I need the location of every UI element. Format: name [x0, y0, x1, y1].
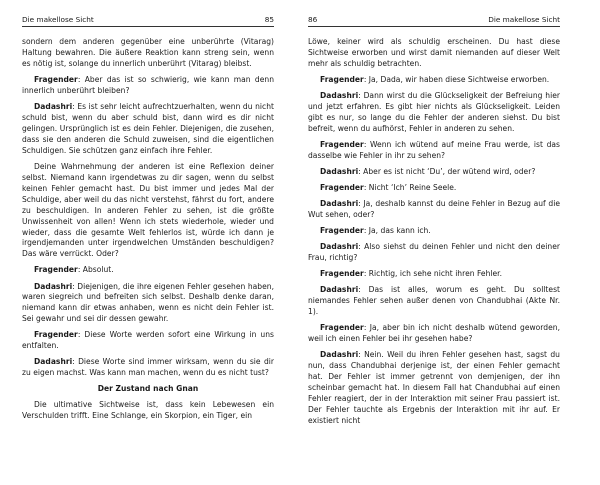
speaker-label: Dadashri: [34, 281, 73, 291]
paragraph-text: Deine Wahrnehmung der anderen ist eine Reflexion deiner selbst. Niemand kann irgendetwas zu dir sagen, wenn du selbst keinen Fehler gemacht hast. Du bist immer und jedes Mal der Schuldige, aber weil du das nicht verstehst, fährst du fort, andere zu beschuldigen. In anderen Fehler zu sehen, ist die größte Unwissenheit von allen! Wenn ich stets wiederhole, wieder und wieder, dass die gesamte Welt fehlerlos ist, würde ich dann je irgendjemanden unter irgendwelchen Umständen beschuldigen? Das wäre verrückt. Oder?: [22, 161, 274, 259]
speaker-label: Dadashri: [320, 166, 359, 176]
speaker-label: Fragender: [320, 182, 364, 192]
paragraph-text: : Wenn ich wütend auf meine Frau werde, ist das dasselbe wie Fehler in ihr zu sehen?: [308, 139, 560, 160]
speaker-label: Dadashri: [320, 285, 359, 295]
paragraph: [22, 37, 274, 70]
speaker-label: Fragender: [320, 139, 364, 149]
paragraph-text: : Absolut.: [77, 265, 114, 275]
right-page-body: [308, 37, 560, 432]
speaker-label: Fragender: [320, 226, 364, 235]
paragraph-text: : Ja, deshalb kannst du deine Fehler in Bezug auf die Wut sehen, oder?: [308, 199, 560, 219]
left-header-title: Die makellose Sicht: [22, 15, 94, 24]
left-page-body: [22, 37, 274, 427]
paragraph: [308, 199, 560, 221]
paragraph: [22, 265, 274, 276]
paragraph-text: : Ja, aber bin ich nicht deshalb wütend geworden, weil ich einen Fehler bei ihr gesehen habe?: [308, 323, 560, 343]
paragraph-text: : Nein. Weil du ihren Fehler gesehen hast, sagst du nun, dass Chandubhai derjenige ist, der einen Fehler gemacht hat. Der Fehler ist immer getrennt von demjenigen, der ihn scheinbar gemacht hat. In diesem Fall hat Chandubhai auf einen Fehler reagiert, der in der Interaktion mit seiner Frau passiert ist. Der Fehler tauchte als Ergebnis der Interaktion mit ihr auf. Er existiert nicht: [308, 350, 560, 425]
speaker-label: Fragender: [34, 265, 78, 275]
paragraph: [308, 350, 560, 427]
paragraph: [308, 140, 560, 162]
speaker-label: Fragender: [34, 74, 78, 84]
speaker-label: Dadashri: [320, 91, 359, 100]
paragraph: [22, 330, 274, 352]
paragraph-text: : Diese Worte werden sofort eine Wirkung in uns entfalten.: [22, 330, 274, 351]
paragraph: [308, 91, 560, 135]
paragraph: [22, 75, 274, 97]
paragraph: [308, 167, 560, 178]
paragraph: [308, 323, 560, 345]
speaker-label: Fragender: [320, 323, 364, 333]
paragraph: [308, 183, 560, 194]
paragraph: [22, 162, 274, 261]
paragraph: [308, 285, 560, 318]
paragraph: [308, 242, 560, 264]
paragraph: [308, 269, 560, 280]
paragraph: Die ultimative Sichtweise ist, dass kein Lebewesen ein Verschulden trifft. Eine Schlange, ein Skorpion, ein Tiger, ein: [22, 400, 274, 421]
speaker-label: Fragender: [34, 330, 78, 340]
left-running-header: [22, 14, 274, 27]
speaker-label: Fragender: [320, 269, 364, 279]
paragraph-text: : Das ist alles, worum es geht. Du solltest niemandes Fehler sehen außer denen von Chandubhai (Akte Nr. 1).: [308, 285, 560, 316]
paragraph-text: : Es ist sehr leicht aufrechtzuerhalten, wenn du nicht schuld bist, wenn du aber schuld bist, dann wird es dir nicht gelingen. Ursprünglich ist es dein Fehler. Diejenigen, die zusehen, dass sie den anderen die Schuld zuweisen, sind die eigentlichen Schuldigen. Sie schützen ganz einfach ihre Fehler.: [22, 101, 274, 155]
paragraph: [22, 102, 274, 157]
paragraph-text: : Richtig, ich sehe nicht ihren Fehler.: [363, 269, 502, 279]
speaker-label: Fragender: [320, 74, 364, 84]
right-header-title: Die makellose Sicht: [488, 15, 560, 24]
paragraph: [308, 37, 560, 70]
paragraph-text: sondern dem anderen gegenüber eine unberührte (Vitarag) Haltung bewahren. Die äußere Reaktion kann streng sein, wenn es nötig ist, solange du innerlich unberührt (Vitarag) bleibst.: [22, 37, 274, 68]
paragraph-text: : Diejenigen, die ihre eigenen Fehler gesehen haben, waren siegreich und befreiten sich selbst. Deshalb denke daran, niemand kann dir etwas anhaben, wenn es nicht dein Fehler ist. Sei gewahr und sei dir dessen gewahr.: [22, 281, 274, 324]
right-page: [308, 0, 560, 485]
left-page: [22, 0, 274, 485]
paragraph: [308, 226, 560, 237]
right-running-header: [308, 14, 560, 27]
paragraph-text: : Dann wirst du die Glückseligkeit der Befreiung hier und jetzt erfahren. Es gibt hier nichts als Glückseligkeit. Leiden gibt es nur, so lange du die Fehler der anderen siehst. Du bist befreit, wenn du aufhörst, Fehler in anderen zu sehen.: [308, 91, 560, 133]
paragraph: [308, 75, 560, 86]
paragraph-text: : Diese Worte sind immer wirksam, wenn du sie dir zu eigen machst. Was kann man machen, wenn du es nicht tust?: [22, 357, 274, 378]
section-heading: Der Zustand nach Gnan: [97, 384, 199, 394]
speaker-label: Dadashri: [320, 199, 359, 208]
right-page-number: 86: [308, 15, 318, 24]
paragraph-text: : Ja, das kann ich.: [363, 226, 431, 235]
paragraph-text: : Nicht ‘Ich’ Reine Seele.: [363, 182, 457, 192]
paragraph-text: : Ja, Dada, wir haben diese Sichtweise erworben.: [363, 74, 550, 84]
speaker-label: Dadashri: [320, 242, 359, 252]
left-page-number: 85: [264, 15, 274, 24]
paragraph-text: : Also siehst du deinen Fehler und nicht den deiner Frau, richtig?: [308, 242, 560, 262]
paragraph-text: : Aber das ist so schwierig, wie kann man denn innerlich unberührt bleiben?: [22, 74, 274, 95]
paragraph: [22, 357, 274, 379]
paragraph-text: Löwe, keiner wird als schuldig erscheinen. Du hast diese Sichtweise erworben und wirst damit niemanden auf dieser Welt mehr als schuldig betrachten.: [308, 37, 560, 68]
speaker-label: Dadashri: [34, 357, 73, 367]
paragraph: [22, 282, 274, 326]
speaker-label: Dadashri: [34, 101, 73, 111]
paragraph-text: : Aber es ist nicht ‘Du’, der wütend wird, oder?: [358, 166, 536, 176]
speaker-label: Dadashri: [320, 350, 359, 360]
